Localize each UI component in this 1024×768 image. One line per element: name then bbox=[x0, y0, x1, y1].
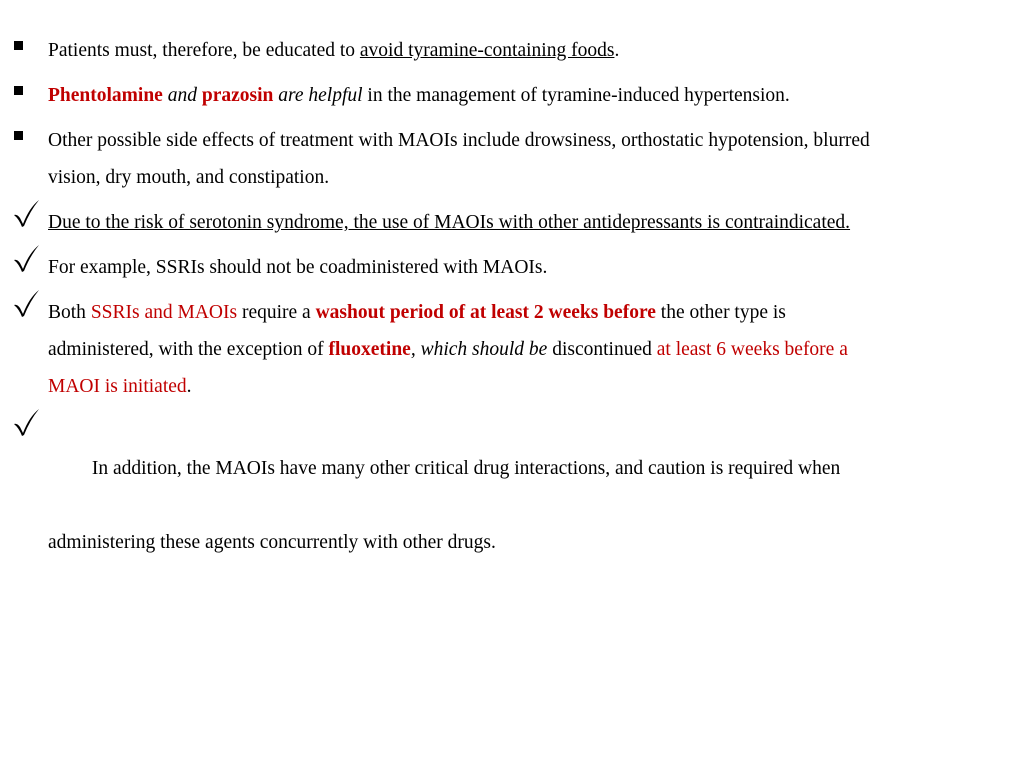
text-run: For example, SSRIs should not be coadministered with MAOIs. bbox=[48, 257, 548, 278]
text-run-underlined: avoid tyramine-containing foods bbox=[359, 40, 615, 61]
text-line bbox=[48, 77, 1008, 114]
text-line bbox=[48, 331, 1008, 368]
text-line bbox=[48, 204, 1008, 241]
bullet-text bbox=[48, 294, 1008, 405]
drug-name-fluoxetine: fluoxetine bbox=[328, 339, 411, 360]
text-line bbox=[48, 159, 1008, 196]
bullet-text bbox=[48, 413, 1008, 561]
text-run: Other possible side effects of treatment with MAOIs include drowsiness, orthostatic hypotension, blurred bbox=[48, 130, 870, 151]
square-bullet-icon bbox=[14, 77, 44, 107]
text-run: the other type is bbox=[655, 302, 786, 323]
checkmark-icon bbox=[14, 204, 44, 234]
text-run-italic: and bbox=[162, 85, 202, 106]
text-run: In addition, the MAOIs have many other critical drug interactions, and caution is required when bbox=[87, 458, 841, 479]
drug-name-prazosin: prazosin bbox=[201, 85, 274, 106]
text-run: require a bbox=[237, 302, 316, 323]
text-line bbox=[48, 122, 1008, 159]
text-run: discontinued bbox=[547, 339, 657, 360]
text-run: vision, dry mouth, and constipation. bbox=[48, 167, 330, 188]
washout-period-highlight: washout period of at least 2 weeks before bbox=[315, 302, 656, 323]
text-run: Patients must, therefore, be educated to bbox=[48, 40, 360, 61]
text-run: administered, with the exception of bbox=[48, 339, 329, 360]
bullet-text bbox=[48, 32, 1008, 69]
text-run: in the management of tyramine-induced hypertension. bbox=[362, 85, 790, 106]
text-run: . bbox=[614, 40, 620, 61]
text-run-underlined: Due to the risk of serotonin syndrome, the use of MAOIs with other antidepressants is contraindicated. bbox=[48, 212, 851, 233]
text-line bbox=[48, 32, 1008, 69]
text-run: administering these agents concurrently with other drugs. bbox=[48, 532, 496, 553]
text-run-red: SSRIs and MAOIs bbox=[90, 302, 238, 323]
text-line bbox=[48, 413, 1008, 524]
checkmark-icon bbox=[14, 294, 44, 324]
drug-name-phentolamine: Phentolamine bbox=[48, 85, 163, 106]
square-bullet-icon bbox=[14, 32, 44, 62]
bullet-text bbox=[48, 204, 1008, 241]
checkmark-icon bbox=[14, 413, 44, 443]
checkmark-icon bbox=[14, 249, 44, 279]
text-run-italic: , which should be bbox=[410, 339, 548, 360]
bullet-text bbox=[48, 249, 1008, 286]
bullet-text bbox=[48, 77, 1008, 114]
text-line bbox=[48, 524, 1008, 561]
text-line bbox=[48, 368, 1008, 405]
square-bullet-icon bbox=[14, 122, 44, 152]
text-run-italic: are helpful bbox=[273, 85, 363, 106]
text-line bbox=[48, 294, 1008, 331]
text-line bbox=[48, 249, 1008, 286]
text-run: Both bbox=[48, 302, 91, 323]
text-run: . bbox=[186, 376, 192, 397]
text-run-red: at least 6 weeks before a bbox=[656, 339, 848, 360]
text-run-red: MAOI is initiated bbox=[48, 376, 187, 397]
bullet-text bbox=[48, 122, 1008, 196]
